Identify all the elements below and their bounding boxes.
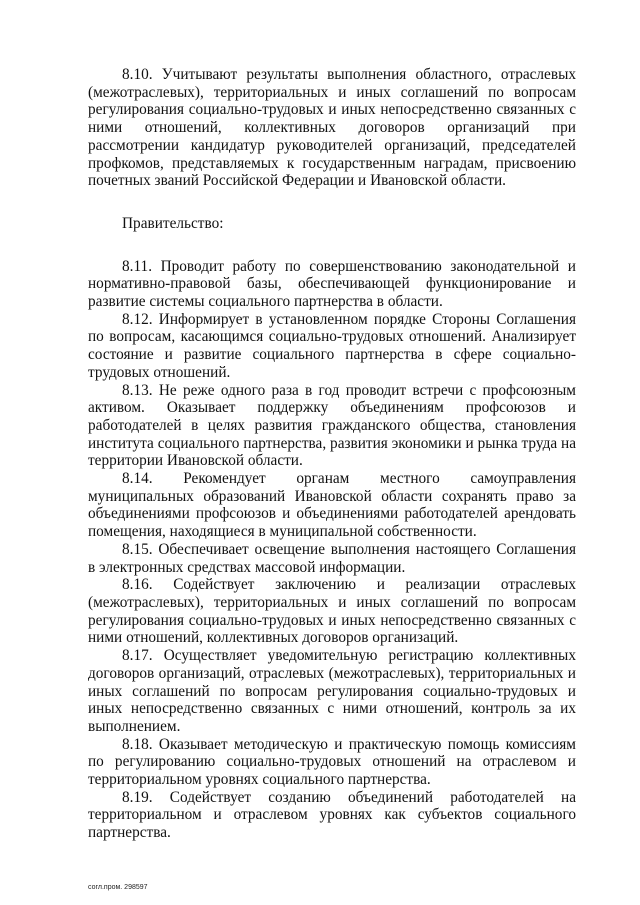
section-heading-government: Правительство: xyxy=(122,214,224,232)
paragraph-8-16: 8.16. Содействует заключению и реализации отраслевых (межотраслевых), территориальных и иных соглашений по вопросам регулирования социально-трудовых и иных непосредственно связанных с ними отношений, коллективных договоров организаций. xyxy=(88,576,576,647)
paragraph-8-14: 8.14. Рекомендует органам местного самоуправления муниципальных образований Ивановской области сохранять право за объединениями профсоюзов и объединениями работодателей арендовать помещения, находящиеся в муниципальной собственности. xyxy=(88,470,576,541)
paragraph-8-19: 8.19. Содействует созданию объединений работодателей на территориальном и отраслевом уровнях как субъектов социального партнерства. xyxy=(88,788,576,842)
paragraph-8-15: 8.15. Обеспечивает освещение выполнения настоящего Соглашения в электронных средствах массовой информации. xyxy=(88,540,576,576)
footer-doc-code: согл.пром. 298597 xyxy=(88,884,148,891)
blank-line xyxy=(88,233,576,258)
paragraph-8-10: 8.10. Учитывают результаты выполнения областного, отраслевых (межотраслевых), территориальных и иных соглашений по вопросам регулирования социально-трудовых и иных непосредственно связанных с ними отношений, коллективных договоров организаций при рассмотрении кандидатур руководителей организаций, председателей профкомов, представляемых к государственным наградам, присвоению почетных званий Российской Федерации и Ивановской области. xyxy=(88,66,576,190)
document-body xyxy=(88,66,576,842)
paragraph-8-18: 8.18. Оказывает методическую и практическую помощь комиссиям по регулированию социально-трудовых отношений на отраслевом и территориальном уровнях социального партнерства. xyxy=(88,735,576,789)
blank-line xyxy=(88,190,576,215)
paragraph-8-11: 8.11. Проводит работу по совершенствованию законодательной и нормативно-правовой базы, обеспечивающей функционирование и развитие системы социального партнерства в области. xyxy=(88,257,576,311)
paragraph-8-12: 8.12. Информирует в установленном порядке Стороны Соглашения по вопросам, касающимся социально-трудовых отношений. Анализирует состояние и развитие социального партнерства в сфере социально-трудовых отношений. xyxy=(88,310,576,381)
paragraph-8-17: 8.17. Осуществляет уведомительную регистрацию коллективных договоров организаций, отраслевых (межотраслевых), территориальных и иных соглашений по вопросам регулирования социально-трудовых и иных непосредственно связанных с ними отношений, контроль за их выполнением. xyxy=(88,647,576,735)
paragraph-8-13: 8.13. Не реже одного раза в год проводит встречи с профсоюзным активом. Оказывает поддержку объединениям профсоюзов и работодателей в целях развития гражданского общества, становления института социального партнерства, развития экономики и рынка труда на территории Ивановской области. xyxy=(88,381,576,470)
